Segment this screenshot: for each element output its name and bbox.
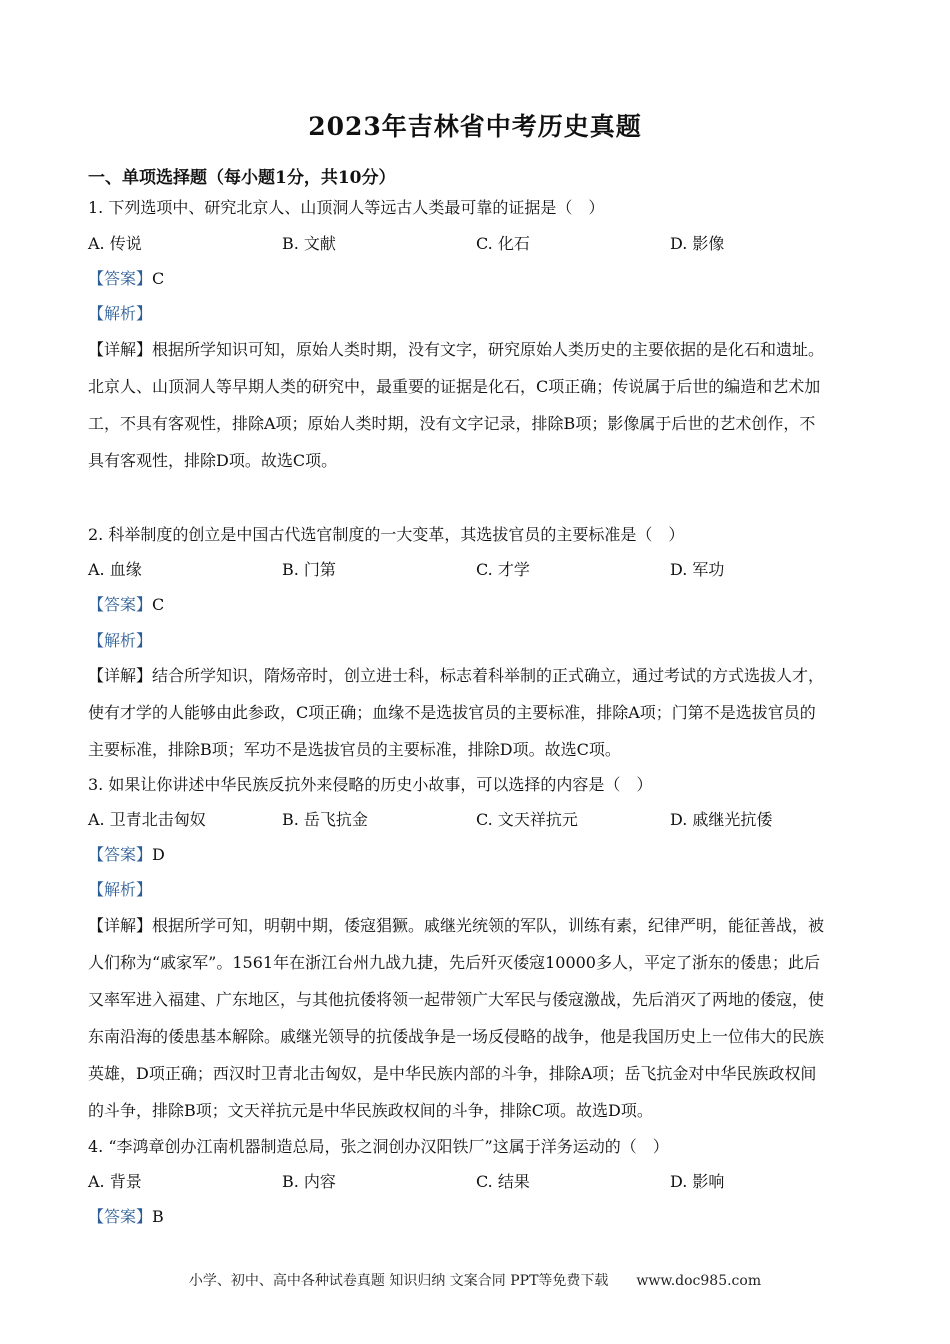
- q3-detail-line-6: 的斗争，排除B项；文天祥抗元是中华民族政权间的斗争，排除C项。故选D项。: [88, 1101, 653, 1120]
- q4-option-a: A. 背景: [88, 1172, 142, 1191]
- q1-detail-line-3: 工，不具有客观性，排除A项；原始人类时期，没有文字记录，排除B项；影像属于后世的艺术创作，不: [88, 414, 816, 433]
- q1-answer-line: [88, 266, 164, 289]
- q2-answer: C: [152, 595, 165, 614]
- analysis-tag: 【解析】: [88, 880, 153, 899]
- q1-option-a: A. 传说: [88, 234, 142, 253]
- question-4-stem: 4. “李鸿章创办江南机器制造总局，张之洞创办汉阳铁厂”这属于洋务运动的（ ）: [88, 1137, 669, 1156]
- q3-option-a: A. 卫青北击匈奴: [88, 810, 206, 829]
- q1-detail-line-1: [88, 337, 824, 360]
- answer-tag: 【答案】: [88, 845, 153, 864]
- q2-detail-line-2: 使有才学的人能够由此参政，C项正确；血缘不是选拔官员的主要标准，排除A项；门第不是选拔官员的: [88, 703, 816, 722]
- q1-detail-line-2: 北京人、山顶洞人等早期人类的研究中，最重要的证据是化石，C项正确；传说属于后世的编造和艺术加: [88, 377, 821, 396]
- q3-answer: D: [152, 845, 165, 864]
- q3-analysis-line: [88, 877, 152, 900]
- q3-detail-line-5: 英雄，D项正确；西汉时卫青北击匈奴，是中华民族内部的斗争，排除A项；岳飞抗金对中华民族政权间: [88, 1064, 817, 1083]
- analysis-tag: 【解析】: [88, 631, 153, 650]
- answer-tag: 【答案】: [88, 1207, 153, 1226]
- q4-option-d: D. 影响: [670, 1172, 725, 1191]
- q3-detail-line-1: [88, 913, 824, 936]
- question-3-stem: 3. 如果让你讲述中华民族反抗外来侵略的历史小故事，可以选择的内容是（ ）: [88, 775, 653, 794]
- q3-detail-line-4: 东南沿海的倭患基本解除。戚继光领导的抗倭战争是一场反侵略的战争，他是我国历史上一位伟大的民族: [88, 1027, 825, 1046]
- page-title: 2023年吉林省中考历史真题: [308, 112, 642, 141]
- q1-analysis-line: [88, 301, 152, 324]
- q2-option-b: B. 门第: [282, 560, 336, 579]
- q2-detail-text: 结合所学知识，隋炀帝时，创立进士科，标志着科举制的正式确立，通过考试的方式选拔人才，: [152, 666, 825, 685]
- q4-option-b: B. 内容: [282, 1172, 336, 1191]
- q4-option-c: C. 结果: [476, 1172, 530, 1191]
- q4-answer-line: [88, 1204, 164, 1227]
- page-footer: 小学、初中、高中各种试卷真题 知识归纳 文案合同 PPT等免费下载 www.doc985.com: [188, 1273, 762, 1289]
- detail-tag: 【详解】: [88, 916, 153, 935]
- q3-answer-line: [88, 842, 165, 865]
- section-heading: 一、单项选择题（每小题1分，共10分）: [88, 168, 396, 188]
- q3-option-c: C. 文天祥抗元: [476, 810, 578, 829]
- question-2-stem: 2. 科举制度的创立是中国古代选官制度的一大变革，其选拔官员的主要标准是（ ）: [88, 525, 685, 544]
- q2-detail-line-1: [88, 663, 824, 686]
- q3-option-d: D. 戚继光抗倭: [670, 810, 773, 829]
- q3-detail-line-3: 又率军进入福建、广东地区，与其他抗倭将领一起带领广大军民与倭寇激战，先后消灭了两地的倭寇，使: [88, 990, 825, 1009]
- answer-tag: 【答案】: [88, 595, 153, 614]
- q1-detail-line-4: 具有客观性，排除D项。故选C项。: [88, 451, 338, 470]
- analysis-tag: 【解析】: [88, 304, 153, 323]
- q4-answer: B: [152, 1207, 164, 1226]
- q3-option-b: B. 岳飞抗金: [282, 810, 368, 829]
- q2-option-d: D. 军功: [670, 560, 725, 579]
- q1-option-b: B. 文献: [282, 234, 336, 253]
- q2-analysis-line: [88, 628, 152, 651]
- answer-tag: 【答案】: [88, 269, 153, 288]
- detail-tag: 【详解】: [88, 666, 153, 685]
- q3-detail-text: 根据所学可知，明朝中期，倭寇猖獗。戚继光统领的军队，训练有素，纪律严明，能征善战，被: [152, 916, 825, 935]
- q1-option-d: D. 影像: [670, 234, 725, 253]
- q2-answer-line: [88, 592, 164, 615]
- detail-tag: 【详解】: [88, 340, 153, 359]
- q3-detail-line-2: 人们称为“戚家军”。1561年在浙江台州九战九捷，先后歼灭倭寇10000多人，平定了浙东的倭患；此后: [88, 953, 820, 972]
- q1-option-c: C. 化石: [476, 234, 530, 253]
- question-1-stem: 1. 下列选项中、研究北京人、山顶洞人等远古人类最可靠的证据是（ ）: [88, 198, 605, 217]
- q2-option-a: A. 血缘: [88, 560, 142, 579]
- q1-answer: C: [152, 269, 165, 288]
- q2-option-c: C. 才学: [476, 560, 530, 579]
- q1-detail-text: 根据所学知识可知，原始人类时期，没有文字，研究原始人类历史的主要依据的是化石和遗址。: [152, 340, 825, 359]
- q2-detail-line-3: 主要标准，排除B项；军功不是选拔官员的主要标准，排除D项。故选C项。: [88, 740, 621, 759]
